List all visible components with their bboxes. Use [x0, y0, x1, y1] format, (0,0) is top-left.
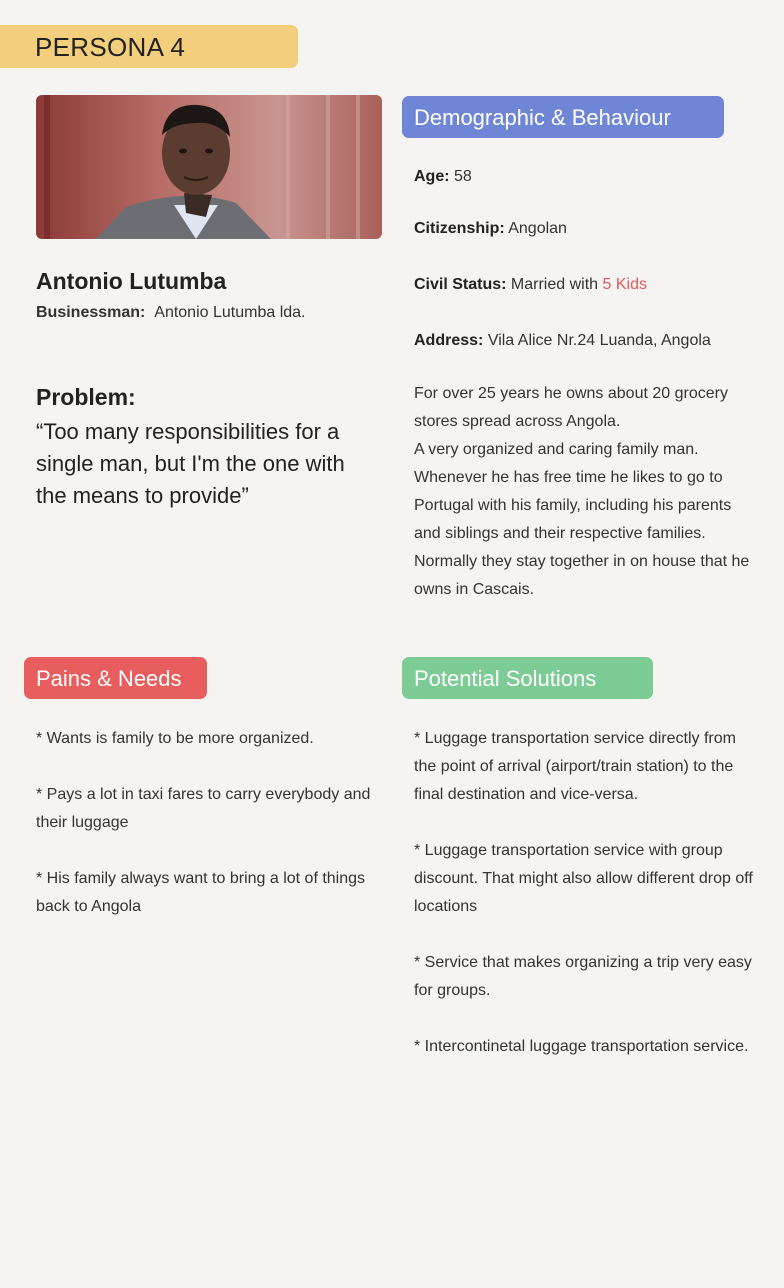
problem-label: Problem:	[36, 384, 136, 410]
persona-photo	[36, 95, 382, 239]
persona-name: Antonio Lutumba	[36, 268, 227, 294]
list-item: * Intercontinetal luggage transportation service.	[414, 1038, 749, 1055]
address-row	[414, 332, 711, 350]
occupation-value: Antonio Lutumba lda.	[154, 304, 306, 321]
list-item: * Luggage transportation service with group discount. That might also allow different drop off locations	[414, 842, 753, 915]
age-label: Age:	[414, 168, 450, 185]
occupation-label: Businessman:	[36, 304, 146, 321]
list-item: * Wants is family to be more organized.	[36, 730, 314, 747]
address-label: Address:	[414, 332, 484, 349]
bio-paragraph: A very organized and caring family man. Whenever he has free time he likes to go to Portugal with his family, including his parents and siblings and their respective families.	[414, 441, 732, 542]
age-value: 58	[454, 168, 472, 185]
list-item: * His family always want to bring a lot of things back to Angola	[36, 870, 366, 915]
problem-quote: “Too many responsibilities for a single man, but I'm the one with the means to provide”	[36, 419, 345, 508]
pains-list	[36, 725, 381, 949]
persona-occupation	[36, 304, 305, 322]
civil-status-label: Civil Status:	[414, 276, 507, 293]
list-item: * Luggage transportation service directly from the point of arrival (airport/train station) to the final destination and vice-versa.	[414, 730, 736, 803]
solutions-title: Potential Solutions	[402, 657, 653, 699]
citizenship-value: Angolan	[508, 220, 567, 237]
demographic-title: Demographic & Behaviour	[402, 96, 724, 138]
civil-status-value: Married with	[510, 276, 599, 293]
bio	[414, 380, 759, 604]
bio-paragraph: Normally they stay together in on house that he owns in Cascais.	[414, 553, 750, 598]
persona-tag: PERSONA 4	[0, 25, 298, 68]
address-value: Vila Alice Nr.24 Luanda, Angola	[487, 332, 711, 349]
solutions-list	[414, 725, 759, 1089]
list-item: * Service that makes organizing a trip very easy for groups.	[414, 954, 752, 999]
citizenship-row	[414, 220, 567, 238]
bio-paragraph: For over 25 years he owns about 20 grocery stores spread across Angola.	[414, 385, 728, 430]
pains-title: Pains & Needs	[24, 657, 207, 699]
civil-status-row	[414, 276, 647, 294]
list-item: * Pays a lot in taxi fares to carry everybody and their luggage	[36, 786, 371, 831]
citizenship-label: Citizenship:	[414, 220, 505, 237]
age-row	[414, 168, 472, 186]
kids-count: 5 Kids	[602, 276, 647, 293]
